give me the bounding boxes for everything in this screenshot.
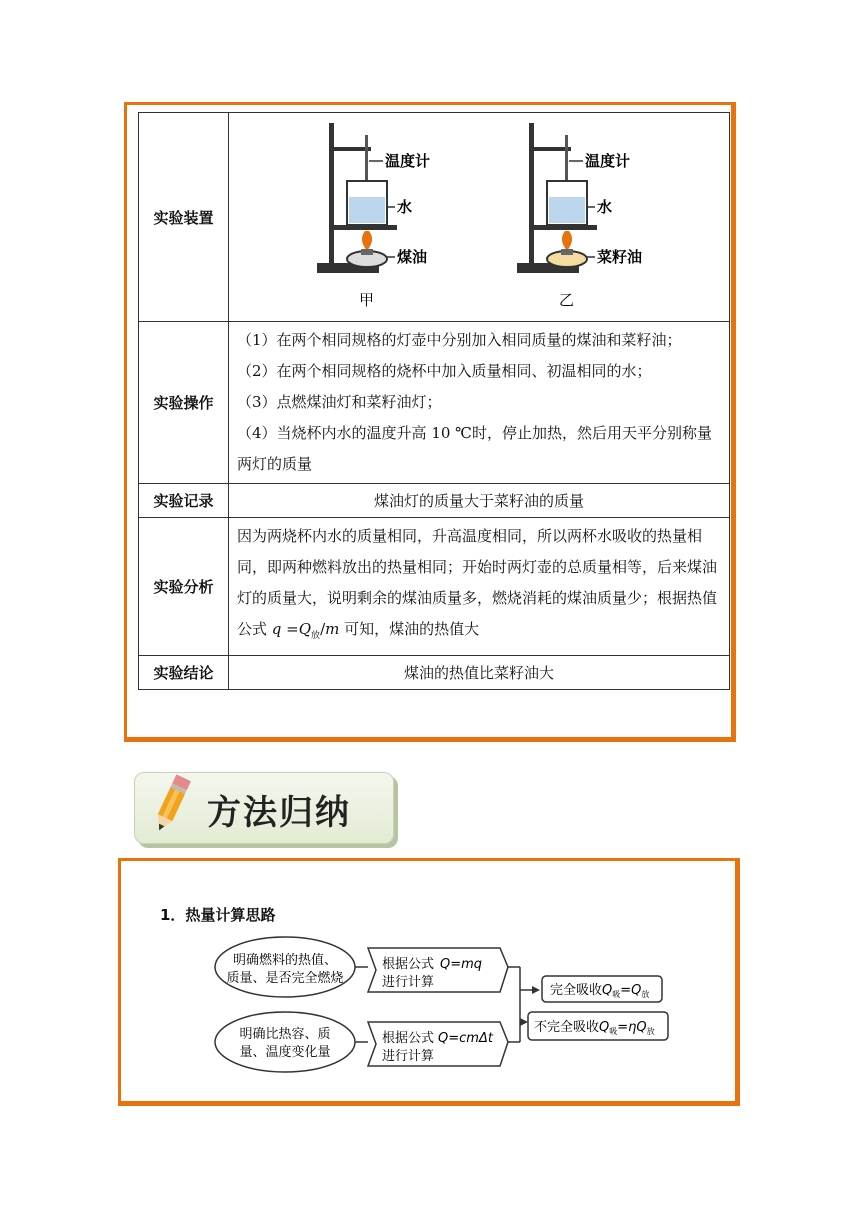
apparatus-figure (229, 113, 729, 317)
method-banner (134, 772, 394, 844)
formula-sub: 放 (311, 631, 321, 641)
apparatus-right (517, 123, 642, 309)
label-fuel-left: 煤油 (397, 248, 428, 266)
analysis-text: 因为两烧杯内水的质量相同，升高温度相同，所以两杯水吸收的热量相同，即两种燃料放出的热量相同；开始时两灯壶的总质量相等，后来煤油灯的质量大，说明剩余的煤油质量多，燃烧消耗的煤油质量少；根据热值公式 (237, 527, 718, 638)
label-water-left: 水 (397, 198, 413, 216)
section-title: 1．热量计算思路 (160, 906, 276, 924)
banner-title: 方法归纳 (207, 793, 351, 833)
arrow-to-incomplete (520, 1018, 528, 1026)
operation-step: （3）点燃煤油灯和菜籽油灯； (237, 393, 442, 411)
label-thermometer-left: 温度计 (385, 152, 431, 170)
operation-step: （1）在两个相同规格的灯壶中分别加入相同质量的煤油和菜籽油； (237, 331, 682, 349)
result-complete-text: 完全吸收$Q_吸=Q_放$ (550, 983, 650, 999)
formula-Q: Q (298, 620, 312, 638)
caption-left: 甲 (359, 291, 375, 309)
analysis-text-end: 可知，煤油的热值大 (339, 620, 480, 638)
box2-line1: 根据公式 Q=cmΔt (382, 1031, 493, 1046)
apparatus-cell (229, 113, 730, 322)
flow-diagram (210, 934, 690, 1074)
row-header-record: 实验记录 (139, 484, 229, 518)
result-incomplete-text: 不完全吸收$Q_吸=\eta Q_放$ (534, 1020, 655, 1036)
ellipse1-line1: 明确燃料的热值、 (232, 953, 338, 968)
record-cell: 煤油灯的质量大于菜籽油的质量 (229, 484, 730, 518)
water-right (549, 197, 585, 223)
box2-line2: 进行计算 (382, 1049, 435, 1064)
formula-div: / (320, 620, 326, 638)
row-header-analysis: 实验分析 (139, 518, 229, 656)
flame-right-icon (562, 231, 572, 251)
formula-q: q (271, 620, 282, 638)
formula-eq: = (281, 620, 299, 638)
label-water-right: 水 (597, 198, 613, 216)
flow-ellipse-heat (215, 1012, 355, 1072)
conclusion-cell: 煤油的热值比菜籽油大 (229, 656, 730, 690)
row-header-conclusion: 实验结论 (139, 656, 229, 690)
operation-cell (229, 322, 730, 484)
box1-line1: 根据公式 Q=mq (382, 957, 483, 972)
label-thermometer-right: 温度计 (585, 152, 631, 170)
operation-step: （2）在两个相同规格的烧杯中加入质量相同、初温相同的水； (237, 362, 652, 380)
box1-line2: 进行计算 (382, 975, 435, 990)
ellipse1-line2: 质量、是否完全燃烧 (226, 971, 344, 986)
water-left (349, 197, 385, 223)
ellipse2-line1: 明确比热容、质 (239, 1027, 331, 1042)
apparatus-left (317, 123, 430, 309)
experiment-table (138, 112, 730, 690)
label-fuel-right: 菜籽油 (597, 248, 643, 266)
analysis-cell (229, 518, 730, 656)
operation-step: （4）当烧杯内水的温度升高 10 ℃时，停止加热，然后用天平分别称量两灯的质量 (237, 424, 712, 473)
caption-right: 乙 (559, 291, 575, 309)
flame-left-icon (362, 231, 372, 251)
row-header-operation: 实验操作 (139, 322, 229, 484)
ellipse2-line2: 量、温度变化量 (239, 1045, 331, 1060)
row-header-apparatus: 实验装置 (139, 113, 229, 322)
pencil-icon (141, 773, 201, 837)
formula-m: m (325, 620, 340, 638)
